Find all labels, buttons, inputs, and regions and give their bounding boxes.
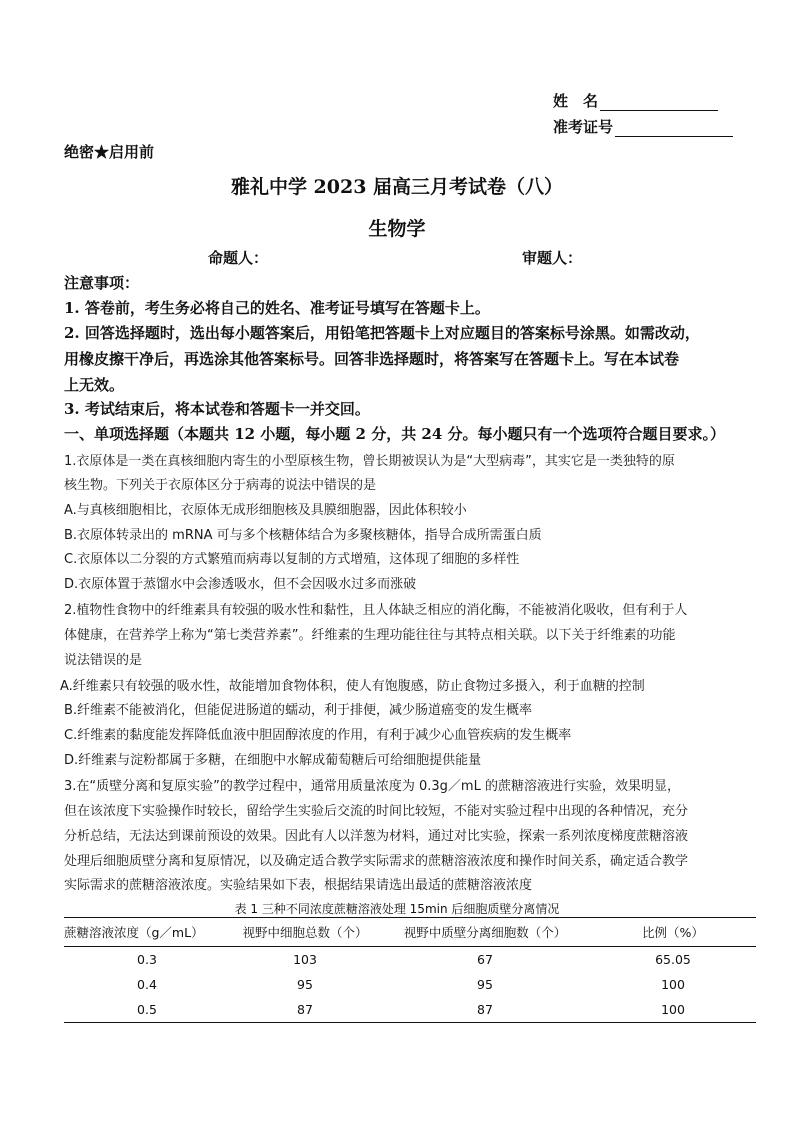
table-cell: 95 [297, 977, 313, 992]
q2-option-b: B.纤维素不能被消化，但能促进肠道的蠕动，利于排便，减少肠道癌变的发生概率 [64, 703, 533, 718]
note-item-3: 3. 考试结束后，将本试卷和答题卡一并交回。 [64, 400, 370, 418]
exam-subject: 生物学 [368, 218, 426, 240]
q1-option-c: C.衣原体以二分裂的方式繁殖而病毒以复制的方式增殖，这体现了细胞的多样性 [64, 552, 520, 567]
table-cell: 0.5 [137, 1002, 157, 1017]
q3-stem-line-2: 但在该浓度下实验操作时较长，留给学生实验后交流的时间比较短，不能对实验过程中出现的各种情况，充分 [64, 804, 689, 819]
table-header-cell: 蔗糖溶液浓度（g／mL） [64, 925, 204, 940]
table-cell: 95 [477, 977, 493, 992]
q1-option-a: A.与真核细胞相比，衣原体无成形细胞核及具膜细胞器，因此体积较小 [64, 503, 467, 518]
table-cell: 87 [297, 1002, 313, 1017]
q2-stem-line-1: 2.植物性食物中的纤维素具有较强的吸水性和黏性，且人体缺乏相应的消化酶，不能被消化吸收，但有利于人 [64, 603, 688, 618]
q2-stem-line-2: 体健康，在营养学上称为“第七类营养素”。纤维素的生理功能往往与其特点相关联。以下关于纤维素的功能 [64, 628, 676, 643]
table-header-cell: 比例（%） [642, 925, 704, 940]
q1-stem-line-2: 核生物。下列关于衣原体区分于病毒的说法中错误的是 [64, 478, 377, 493]
notes-heading: 注意事项： [64, 274, 140, 292]
table-cell: 65.05 [655, 952, 691, 967]
table-cell: 67 [477, 952, 493, 967]
q2-option-d: D.纤维素与淀粉都属于多糖，在细胞中水解成葡萄糖后可给细胞提供能量 [64, 753, 482, 768]
q2-option-c: C.纤维素的黏度能发挥降低血液中胆固醇浓度的作用，有利于减少心血管疾病的发生概率 [64, 728, 572, 743]
table-header-row [64, 918, 756, 947]
table-cell: 0.3 [137, 952, 157, 967]
table-cell: 87 [477, 1002, 493, 1017]
exam-id-label: 准考证号 [553, 118, 614, 136]
exam-id-field [553, 116, 733, 137]
table-cell: 100 [661, 977, 685, 992]
reviewer-label: 审题人： [522, 249, 583, 267]
table-cell: 0.4 [137, 977, 157, 992]
note-item-2-line-2: 用橡皮擦干净后，再选涂其他答案标号。回答非选择题时，将答案写在答题卡上。写在本试卷 [64, 350, 680, 368]
name-label: 姓 名 [553, 92, 599, 110]
q1-stem-line-1: 1.衣原体是一类在真核细胞内寄生的小型原核生物，曾长期被误认为是“大型病毒”，其实它是一类独特的原 [64, 454, 675, 469]
q2-option-a: A.纤维素只有较强的吸水性，故能增加食物体积，使人有饱腹感，防止食物过多摄入，利于血糖的控制 [60, 679, 645, 694]
table-header-cell: 视野中质壁分离细胞数（个） [403, 925, 567, 940]
exam-id-blank-line [615, 120, 733, 137]
table-caption: 表 1 三种不同浓度蔗糖溶液处理 15min 后细胞质壁分离情况 [234, 902, 560, 916]
note-item-2-line-1: 2. 回答选择题时，选出每小题答案后，用铅笔把答题卡上对应题目的答案标号涂黑。如需改动， [64, 324, 700, 342]
table-header-cell: 视野中细胞总数（个） [242, 925, 368, 940]
table-cell: 103 [293, 952, 317, 967]
table-row [64, 972, 756, 997]
setter-label: 命题人： [208, 249, 269, 267]
q2-stem-line-3: 说法错误的是 [64, 653, 143, 668]
q3-stem-line-3: 分析总结，无法达到课前预设的效果。因此有人以洋葱为材料，通过对比实验，探索一系列浓度梯度蔗糖溶液 [64, 829, 689, 844]
q1-option-d: D.衣原体置于蒸馏水中会渗透吸水，但不会因吸水过多而涨破 [64, 577, 417, 592]
exam-title: 雅礼中学 2023 届高三月考试卷（八） [230, 176, 564, 198]
table-row [64, 997, 756, 1023]
results-table [64, 917, 756, 1023]
name-blank-line [600, 94, 718, 111]
secret-label: 绝密★启用前 [64, 143, 155, 161]
section-1-heading: 一、单项选择题（本题共 12 小题，每小题 2 分，共 24 分。每小题只有一个选项符合题目要求。） [64, 425, 726, 443]
table-row [64, 947, 756, 973]
q3-stem-line-1: 3.在“质壁分离和复原实验”的教学过程中，通常用质量浓度为 0.3g／mL 的蔗糖溶液进行实验，效果明显， [64, 779, 680, 794]
name-field [553, 90, 718, 111]
table-cell: 100 [661, 1002, 685, 1017]
q1-option-b: B.衣原体转录出的 mRNA 可与多个核糖体结合为多聚核糖体，指导合成所需蛋白质 [64, 528, 542, 543]
note-item-2-line-3: 上无效。 [64, 376, 125, 394]
q3-stem-line-5: 实际需求的蔗糖溶液浓度。实验结果如下表，根据结果请选出最适的蔗糖溶液浓度 [64, 878, 533, 893]
note-item-1: 1. 答卷前，考生务必将自己的姓名、准考证号填写在答题卡上。 [64, 299, 490, 317]
q3-stem-line-4: 处理后细胞质壁分离和复原情况，以及确定适合教学实际需求的蔗糖溶液浓度和操作时间关系，确定适合教学 [64, 854, 689, 869]
